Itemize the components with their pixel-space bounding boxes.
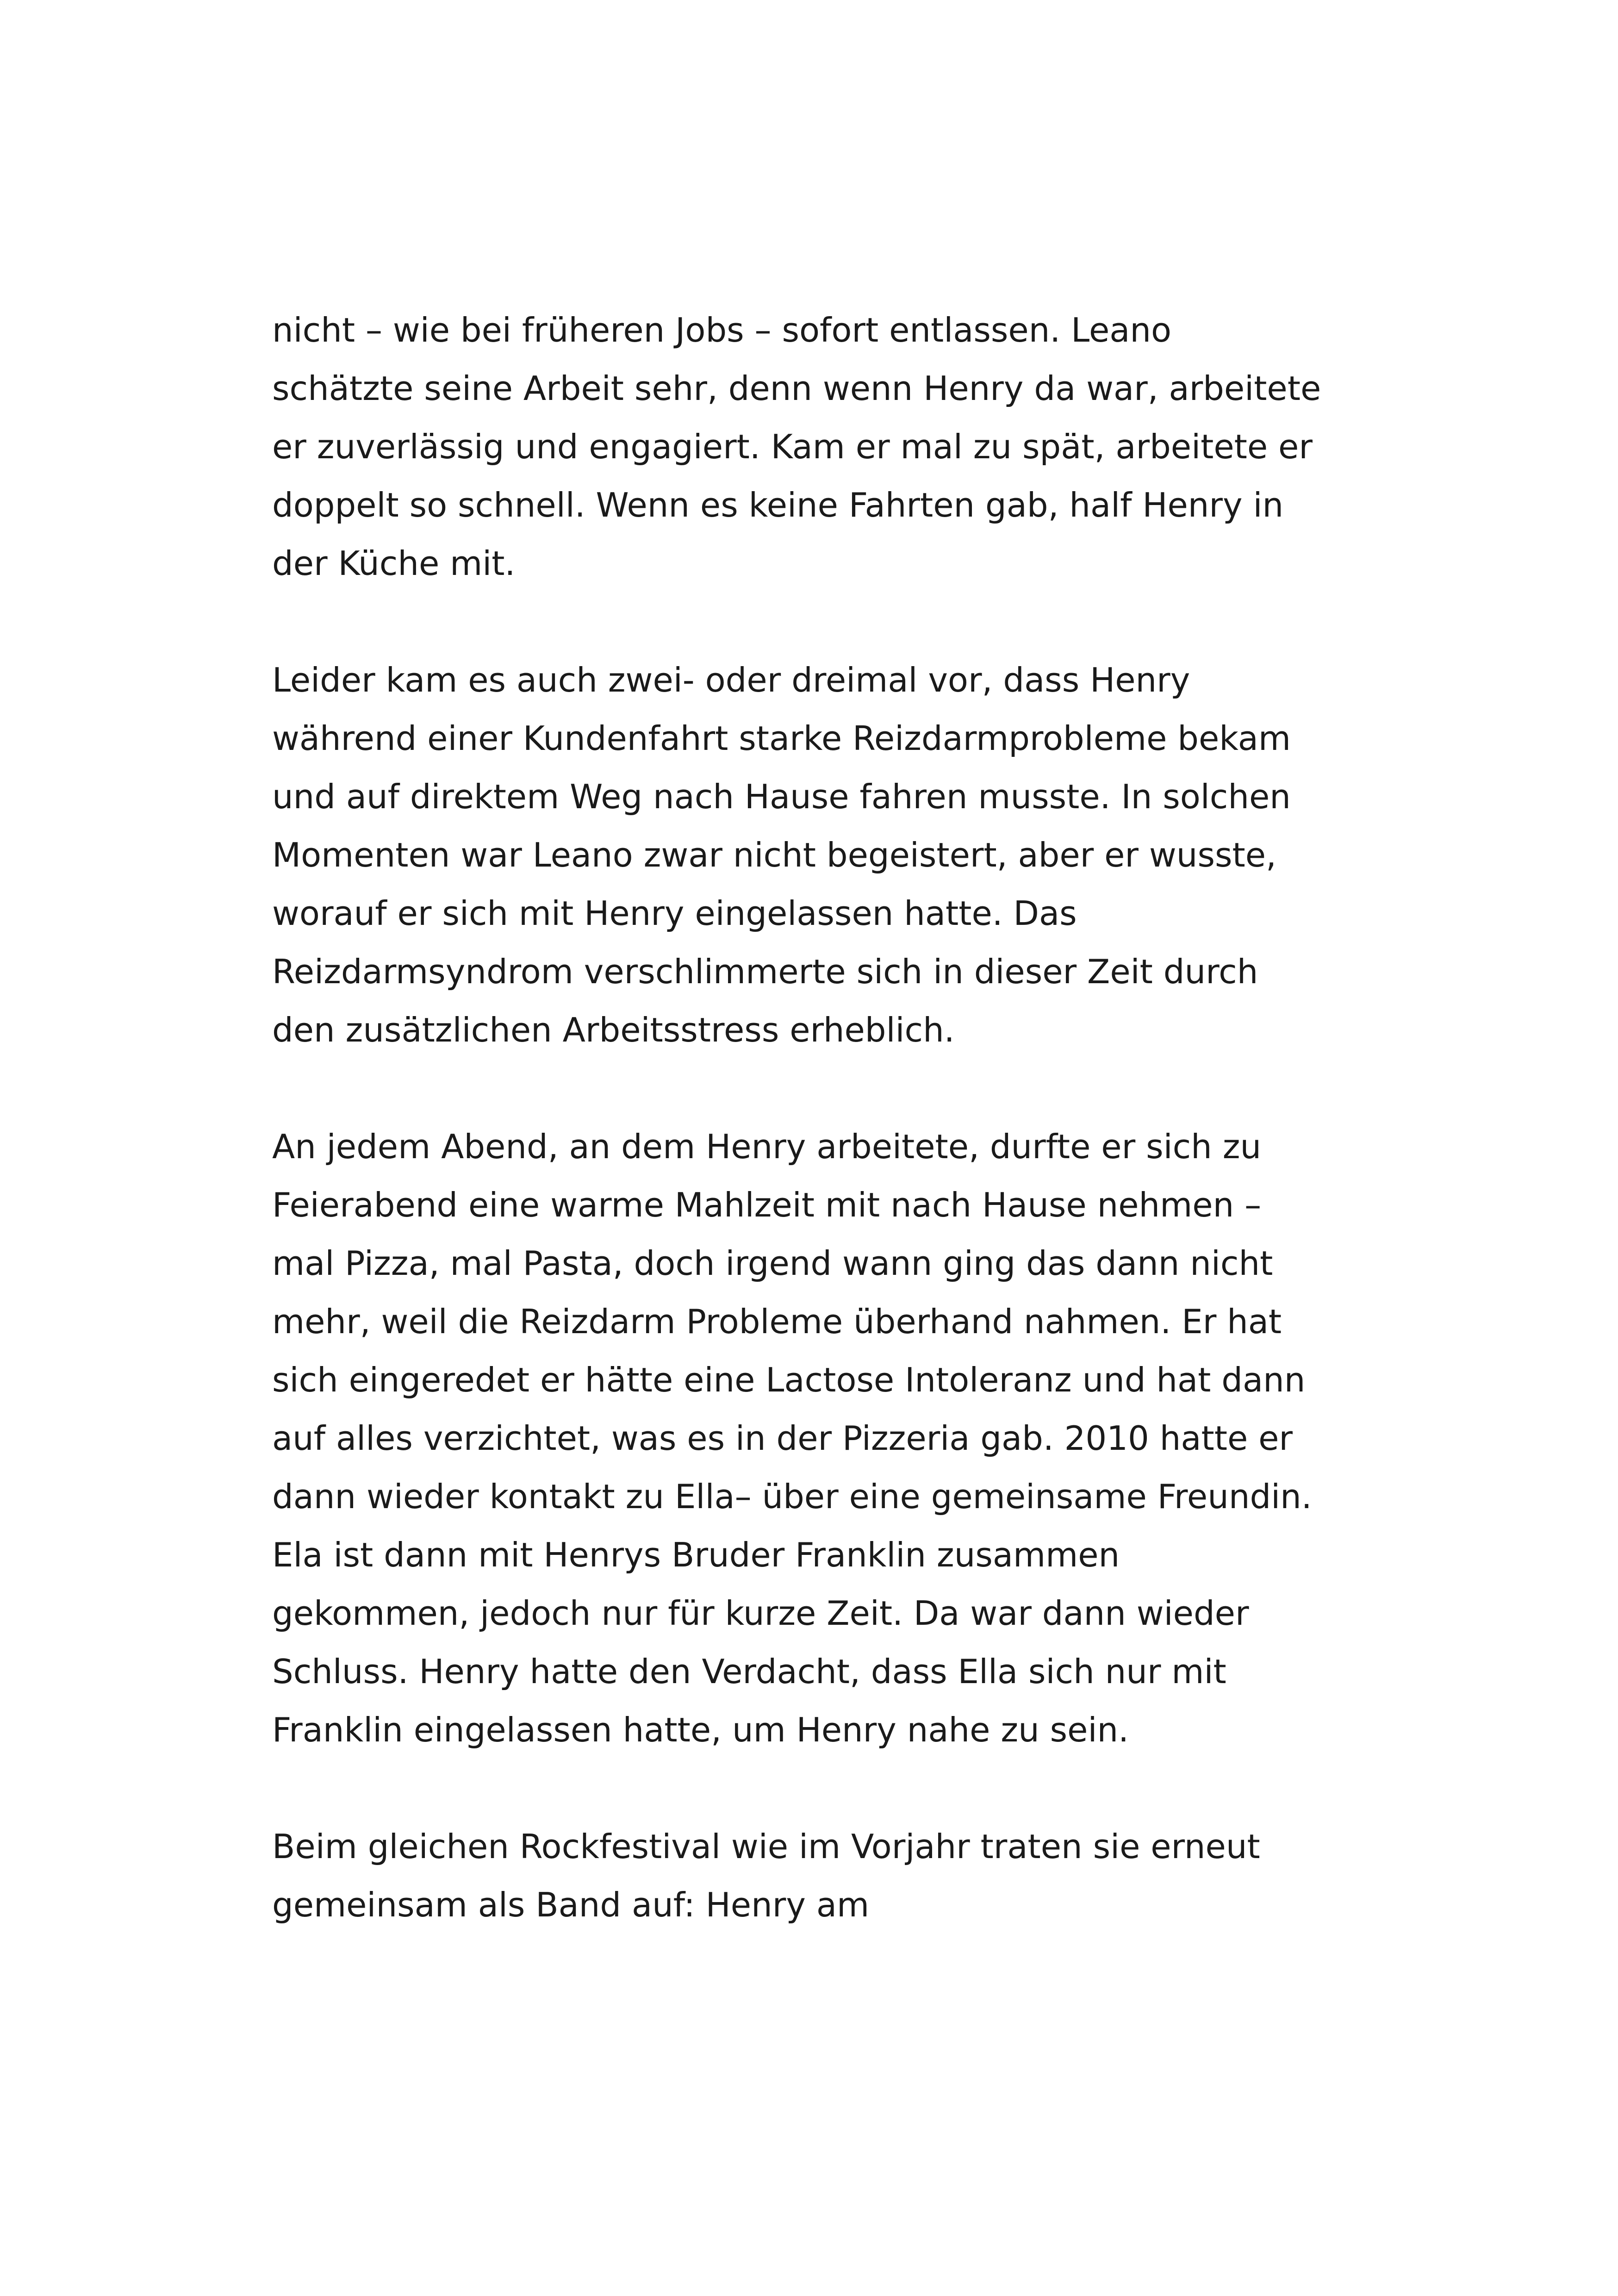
- paragraph-4: [272, 1817, 1364, 1934]
- text-line: sich eingeredet er hätte eine Lactose Intoleranz und hat dann: [272, 1360, 1306, 1399]
- text-line: doppelt so schnell. Wenn es keine Fahrten gab, half Henry in: [272, 486, 1284, 524]
- text-line: Ela ist dann mit Henrys Bruder Franklin zusammen: [272, 1535, 1120, 1574]
- paragraph-1: [272, 301, 1364, 593]
- text-line: er zuverlässig und engagiert. Kam er mal zu spät, arbeitete er: [272, 427, 1313, 466]
- text-line: gemeinsam als Band auf: Henry am: [272, 1885, 870, 1924]
- text-line: und auf direktem Weg nach Hause fahren musste. In solchen: [272, 777, 1291, 816]
- text-line: mal Pizza, mal Pasta, doch irgend wann ging das dann nicht: [272, 1244, 1273, 1283]
- text-line: der Küche mit.: [272, 544, 516, 583]
- text-line: Franklin eingelassen hatte, um Henry nahe zu sein.: [272, 1710, 1129, 1749]
- text-line: Schluss. Henry hatte den Verdacht, dass Ella sich nur mit: [272, 1652, 1226, 1691]
- text-line: An jedem Abend, an dem Henry arbeitete, durfte er sich zu: [272, 1127, 1262, 1166]
- text-line: Beim gleichen Rockfestival wie im Vorjahr traten sie erneut: [272, 1827, 1260, 1866]
- text-line: während einer Kundenfahrt starke Reizdarmprobleme bekam: [272, 719, 1291, 758]
- text-line: Leider kam es auch zwei- oder dreimal vor, dass Henry: [272, 661, 1190, 699]
- text-line: dann wieder kontakt zu Ella– über eine gemeinsame Freundin.: [272, 1477, 1312, 1516]
- paragraph-3: [272, 1117, 1364, 1759]
- text-line: auf alles verzichtet, was es in der Pizzeria gab. 2010 hatte er: [272, 1419, 1293, 1458]
- text-line: nicht – wie bei früheren Jobs – sofort entlassen. Leano: [272, 311, 1172, 349]
- text-line: Feierabend eine warme Mahlzeit mit nach Hause nehmen –: [272, 1185, 1262, 1224]
- text-line: gekommen, jedoch nur für kurze Zeit. Da war dann wieder: [272, 1594, 1249, 1633]
- paragraph-2: [272, 651, 1364, 1059]
- text-line: Momenten war Leano zwar nicht begeistert, aber er wusste,: [272, 836, 1276, 874]
- text-line: mehr, weil die Reizdarm Probleme überhand nahmen. Er hat: [272, 1302, 1282, 1341]
- text-line: den zusätzlichen Arbeitsstress erheblich.: [272, 1011, 955, 1049]
- document-body: [272, 301, 1364, 1992]
- text-line: worauf er sich mit Henry eingelassen hatte. Das: [272, 894, 1077, 933]
- text-line: Reizdarmsyndrom verschlimmerte sich in dieser Zeit durch: [272, 952, 1258, 991]
- text-line: schätzte seine Arbeit sehr, denn wenn Henry da war, arbeitete: [272, 369, 1321, 408]
